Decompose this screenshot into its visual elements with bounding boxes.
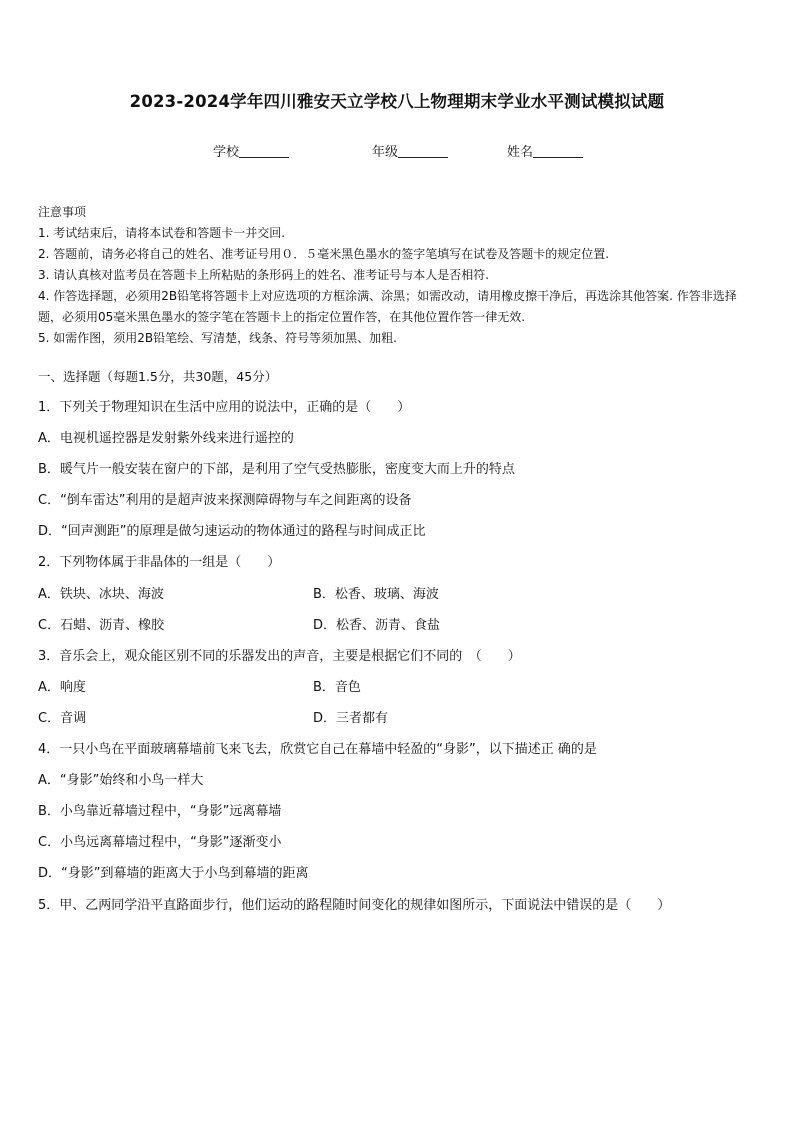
- question-stem: 1．下列关于物理知识在生活中应用的说法中，正确的是（ ）: [38, 400, 411, 415]
- question-stem: 3．音乐会上，观众能区别不同的乐器发出的声音，主要是根据它们不同的 （ ）: [38, 649, 521, 664]
- option-a: A．电视机遥控器是发射紫外线来进行遥控的: [38, 431, 294, 446]
- school-label: 学校: [213, 145, 240, 160]
- option-c: C．石蜡、沥青、橡胶: [38, 618, 165, 633]
- note-item: 3. 请认真核对监考员在答题卡上所粘贴的条形码上的姓名、准考证号与本人是否相符.: [38, 268, 490, 282]
- school-blank[interactable]: [239, 145, 289, 158]
- section-title: 一、选择题（每题1.5分，共30题，45分）: [38, 369, 278, 384]
- grade-field: [372, 141, 448, 160]
- note-item: 1. 考试结束后，请将本试卷和答题卡一并交回.: [38, 226, 286, 240]
- option-b: B．小鸟靠近幕墙过程中，“身影”远离幕墙: [38, 804, 282, 819]
- option-a: A．“身影”始终和小鸟一样大: [38, 773, 204, 788]
- note-item: 4. 作答选择题，必须用2B铅笔将答题卡上对应选项的方框涂满、涂黑；如需改动，请用橡皮擦干净后，再选涂其他答案. 作答非选择题，必须用05毫米黑色墨水的签字笔在答题卡上的指定位置作答，在其他位置作答一律无效.: [38, 289, 737, 324]
- option-a: A．铁块、冰块、海波: [38, 587, 164, 602]
- option-a: A．响度: [38, 680, 86, 695]
- name-blank[interactable]: [533, 145, 583, 158]
- option-c: C．小鸟远离幕墙过程中，“身影”逐渐变小: [38, 835, 282, 850]
- option-d: D．“身影”到幕墙的距离大于小鸟到幕墙的距离: [38, 866, 309, 881]
- question-stem: 5．甲、乙两同学沿平直路面步行，他们运动的路程随时间变化的规律如图所示，下面说法中错误的是（ ）: [38, 898, 671, 913]
- question-stem: 2．下列物体属于非晶体的一组是（ ）: [38, 555, 281, 570]
- option-b: B．音色: [313, 680, 361, 695]
- option-b: B．暖气片一般安装在窗户的下部，是利用了空气受热膨胀，密度变大而上升的特点: [38, 462, 515, 477]
- grade-blank[interactable]: [398, 145, 448, 158]
- grade-label: 年级: [372, 145, 399, 160]
- option-c: C．音调: [38, 711, 87, 726]
- option-c: C．“倒车雷达”利用的是超声波来探测障碍物与车之间距离的设备: [38, 493, 412, 508]
- notes-heading: 注意事项: [38, 205, 87, 219]
- name-label: 姓名: [507, 145, 534, 160]
- option-d: D．“回声测距”的原理是做匀速运动的物体通过的路程与时间成正比: [38, 524, 426, 539]
- notes-block: [38, 202, 758, 349]
- name-field: [507, 141, 583, 160]
- option-d: D．松香、沥青、食盐: [313, 618, 441, 633]
- exam-title: 2023-2024学年四川雅安天立学校八上物理期末学业水平测试模拟试题: [129, 92, 665, 111]
- note-item: 5. 如需作图，须用2B铅笔绘、写清楚，线条、符号等须加黑、加粗.: [38, 331, 397, 345]
- option-b: B．松香、玻璃、海波: [313, 587, 439, 602]
- option-d: D．三者都有: [313, 711, 389, 726]
- school-field: [213, 141, 289, 160]
- note-item: 2. 答题前，请务必将自己的姓名、准考证号用０．５毫米黑色墨水的签字笔填写在试卷及答题卡的规定位置.: [38, 247, 610, 261]
- question-stem: 4．一只小鸟在平面玻璃幕墙前飞来飞去，欣赏它自己在幕墙中轻盈的“身影”，以下描述正 确的是: [38, 742, 597, 757]
